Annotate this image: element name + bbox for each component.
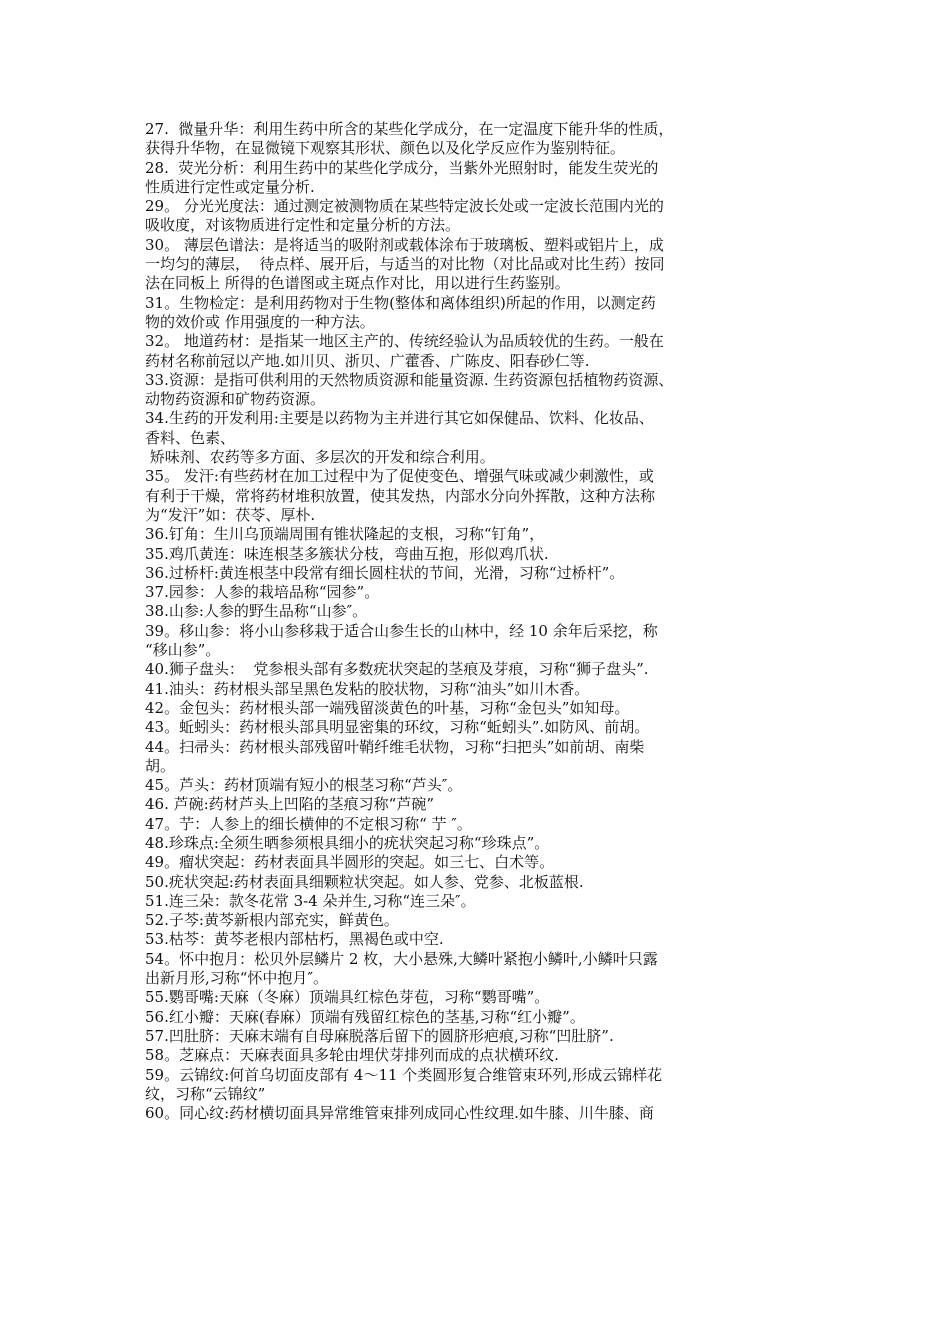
text-line: 40.狮子盘头： 党参根头部有多数疣状突起的茎痕及芽痕，习称“狮子盘头”. [145,660,649,679]
text-line: 35。 发汗:有些药材在加工过程中为了促使变色、增强气味或减少刺激性，或 [145,467,654,486]
text-line: 药材名称前冠以产地.如川贝、浙贝、广藿香、广陈皮、阳春砂仁等. [145,351,590,370]
text-line: 59。云锦纹:何首乌切面皮部有 4～11 个类圆形复合维管束环列,形成云锦样花 [145,1065,663,1084]
text-line: 38.山参:人参的野生品称“山参″。 [145,602,368,621]
text-line: 为“发汗”如：茯苓、厚朴. [145,505,316,524]
text-line: 物的效价或 作用强度的一种方法。 [145,312,375,331]
text-line: 29。 分光光度法：通过测定被测物质在某些特定波长处或一定波长范围内光的 [145,197,664,216]
text-line: 57.凹肚脐：天麻末端有自母麻脱落后留下的圆脐形疤痕,习称“凹肚脐”. [145,1026,614,1045]
text-line: 36.过桥杆:黄连根茎中段常有细长圆柱状的节间，光滑，习称“过桥杆”。 [145,563,625,582]
text-line: 48.珍珠点:全须生晒参须根具细小的疣状突起习称“珍珠点”。 [145,833,550,852]
text-line: “移山参”。 [145,641,221,660]
text-line: 54。怀中抱月：松贝外层鳞片 2 枚，大小悬殊,大鳞叶紧抱小鳞叶,小鳞叶只露 [145,949,658,968]
text-line: 46. 芦碗:药材芦头上凹陷的茎痕习称“芦碗” [145,795,435,814]
text-line: 55.鹦哥嘴:天麻（冬麻）顶端具红棕色芽苞，习称“鹦哥嘴”。 [145,988,550,1007]
document-page [145,120,810,1123]
text-line: 44。扫帚头：药材根头部残留叶鞘纤维毛状物，习称“扫把头”如前胡、南柴 [145,737,645,756]
text-line: 53.枯芩：黄芩老根内部枯朽，黑褐色或中空. [145,930,444,949]
text-line: 58。芝麻点：天麻表面具多轮由埋伏芽排列而成的点状横环纹. [145,1046,559,1065]
text-line: 香料、色素、 [145,428,236,447]
text-line: 50.疣状突起:药材表面具细颗粒状突起。如人参、党参、北板蓝根. [145,872,584,891]
text-line: 56.红小瓣：天麻(春麻）顶端有残留红棕色的茎基,习称“红小瓣”。 [145,1007,585,1026]
text-line: 纹，习称“云锦纹” [145,1084,266,1103]
text-line: 37.园参：人参的栽培品称“园参”。 [145,583,380,602]
text-line: 吸收度，对该物质进行定性和定量分析的方法。 [145,216,461,235]
text-line: 28. 荧光分析：利用生药中的某些化学成分，当紫外光照射时，能发生荧光的 [145,158,659,177]
text-line: 27. 微量升华：利用生药中所含的某些化学成分，在一定温度下能升华的性质， [145,120,674,138]
text-line: 34.生药的开发利用:主要是以药物为主并进行其它如保健品、饮料、化妆品、 [145,409,654,428]
text-line: 51.连三朵：款冬花常 3-4 朵并生,习称“连三朵″。 [145,891,476,910]
text-line: 43。蚯蚓头：药材根头部具明显密集的环纹，习称“蚯蚓头”.如防风、前胡。 [145,718,650,737]
text-line: 35.鸡爪黄连：味连根茎多簇状分枝，弯曲互抱，形似鸡爪状. [145,544,549,563]
text-line: 52.子芩:黄芩新根内部充实，鲜黄色。 [145,911,399,930]
text-line: 胡。 [145,756,176,775]
text-line: 32。 地道药材：是指某一地区主产的、传统经验认为品质较优的生药。一般在 [145,332,664,351]
text-line: 有利于干燥，常将药材堆积放置，使其发热，内部水分向外挥散，这种方法称 [145,486,656,505]
text-line: 出新月形,习称“怀中抱月″。 [145,969,329,988]
text-line: 36.钉角：生川乌顶端周围有锥状隆起的支根，习称“钉角”， [145,525,545,544]
text-line: 33.资源：是指可供利用的天然物质资源和能量资源. 生药资源包括植物药资源、 [145,370,674,389]
text-line: 获得升华物，在显微镜下观察其形状、颜色以及化学反应作为鉴别特征。 [145,139,626,158]
text-line: 60。同心纹:药材横切面具异常维管束排列成同心性纹理.如牛膝、川牛膝、商 [145,1104,654,1123]
text-line: 49。瘤状突起：药材表面具半圆形的突起。如三七、白术等。 [145,853,555,872]
text-line: 法在同板上 所得的色谱图或主斑点作对比，用以进行生药鉴别。 [145,274,570,293]
text-line: 42。金包头：药材根头部一端残留淡黄色的叶基，习称“金包头”如知母。 [145,698,630,717]
text-line: 一均匀的薄层， 待点样、展开后，与适当的对比物（对比品或对比生药）按同 [145,255,665,274]
text-line: 47。艼：人参上的细长横伸的不定根习称“ 艼 ″。 [145,814,472,833]
text-line: 41.油头：药材根头部呈黑色发粘的胶状物，习称“油头”如川木香。 [145,679,590,698]
text-line: 39。移山参：将小山参移栽于适合山参生长的山林中，经 10 余年后采挖，称 [145,621,658,640]
text-line: 性质进行定性或定量分析. [145,177,315,196]
text-line: 动物药资源和矿物药资源。 [145,390,326,409]
text-line: 30。 薄层色谱法：是将适当的吸附剂或载体涂布于玻璃板、塑料或铝片上，成 [145,235,664,254]
text-line: 矫味剂、农药等多方面、多层次的开发和综合利用。 [145,448,495,467]
text-line: 45。芦头：药材顶端有短小的根茎习称“芦头″。 [145,776,463,795]
text-line: 31。生物检定：是利用药物对于生物(整体和离体组织)所起的作用，以测定药 [145,293,656,312]
